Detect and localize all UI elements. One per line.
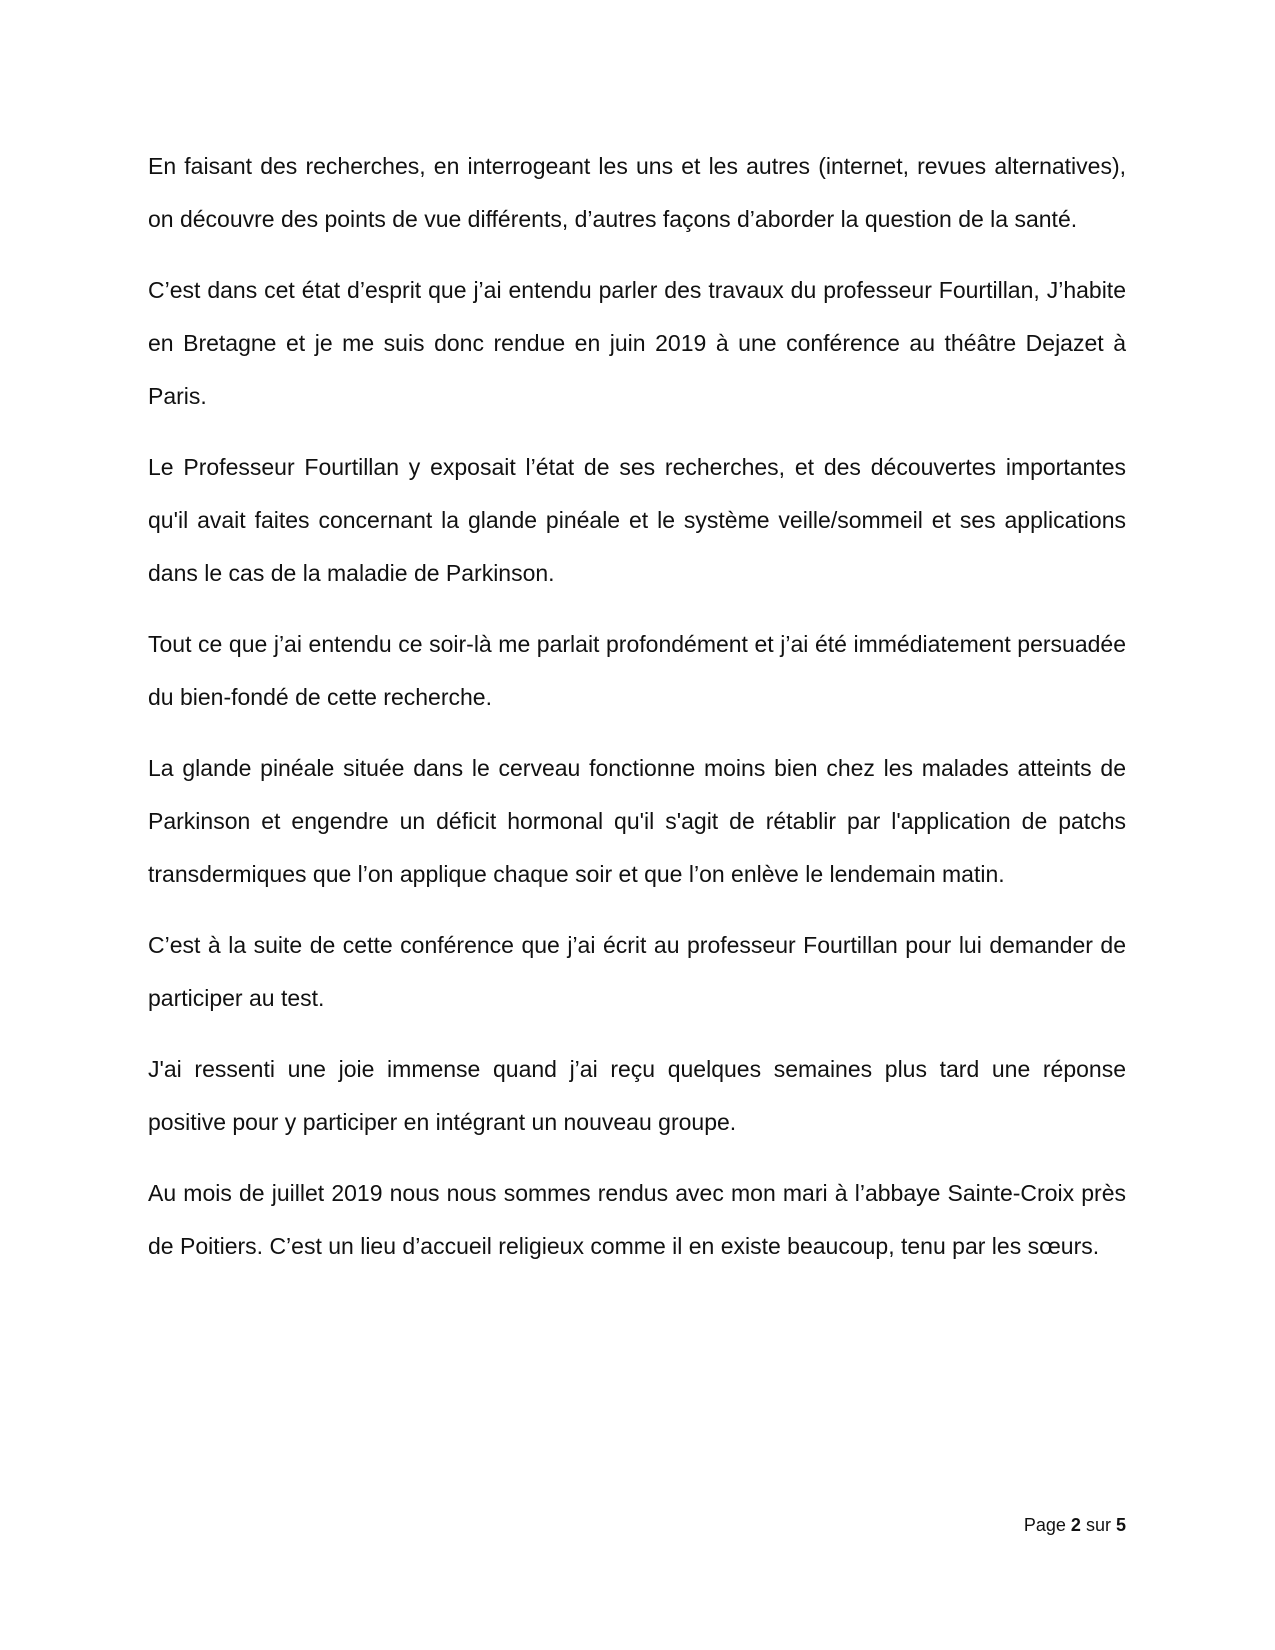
paragraph: La glande pinéale située dans le cerveau fonctionne moins bien chez les malades atteints de Parkinson et engendre un déficit hormonal qu'il s'agit de rétablir par l'application de patchs transdermiques que l’on applique chaque soir et que l’on enlève le lendemain matin. [148,755,1126,887]
paragraph: Le Professeur Fourtillan y exposait l’état de ses recherches, et des découvertes importantes qu'il avait faites concernant la glande pinéale et le système veille/sommeil et ses applications dans le cas de la maladie de Parkinson. [148,454,1126,586]
paragraph: C’est dans cet état d’esprit que j’ai entendu parler des travaux du professeur Fourtillan, J’habite en Bretagne et je me suis donc rendue en juin 2019 à une conférence au théâtre Dejazet à Paris. [148,277,1126,409]
document-body [148,140,1126,1291]
page-number: 2 [1070,1515,1081,1535]
page-footer [1024,1513,1126,1537]
paragraph: Tout ce que j’ai entendu ce soir-là me parlait profondément et j’ai été immédiatement persuadée du bien-fondé de cette recherche. [148,631,1126,710]
paragraph: Au mois de juillet 2019 nous nous sommes rendus avec mon mari à l’abbaye Sainte-Croix près de Poitiers. C’est un lieu d’accueil religieux comme il en existe beaucoup, tenu par les sœurs. [148,1180,1126,1259]
paragraph: C’est à la suite de cette conférence que j’ai écrit au professeur Fourtillan pour lui demander de participer au test. [148,932,1126,1011]
paragraph: J'ai ressenti une joie immense quand j’ai reçu quelques semaines plus tard une réponse positive pour y participer en intégrant un nouveau groupe. [148,1056,1126,1135]
total-pages: 5 [1115,1515,1126,1535]
paragraph: En faisant des recherches, en interrogeant les uns et les autres (internet, revues alternatives), on découvre des points de vue différents, d’autres façons d’aborder la question de la santé. [148,153,1126,232]
page-label: Page [1023,1515,1066,1535]
of-label: sur [1085,1515,1111,1535]
